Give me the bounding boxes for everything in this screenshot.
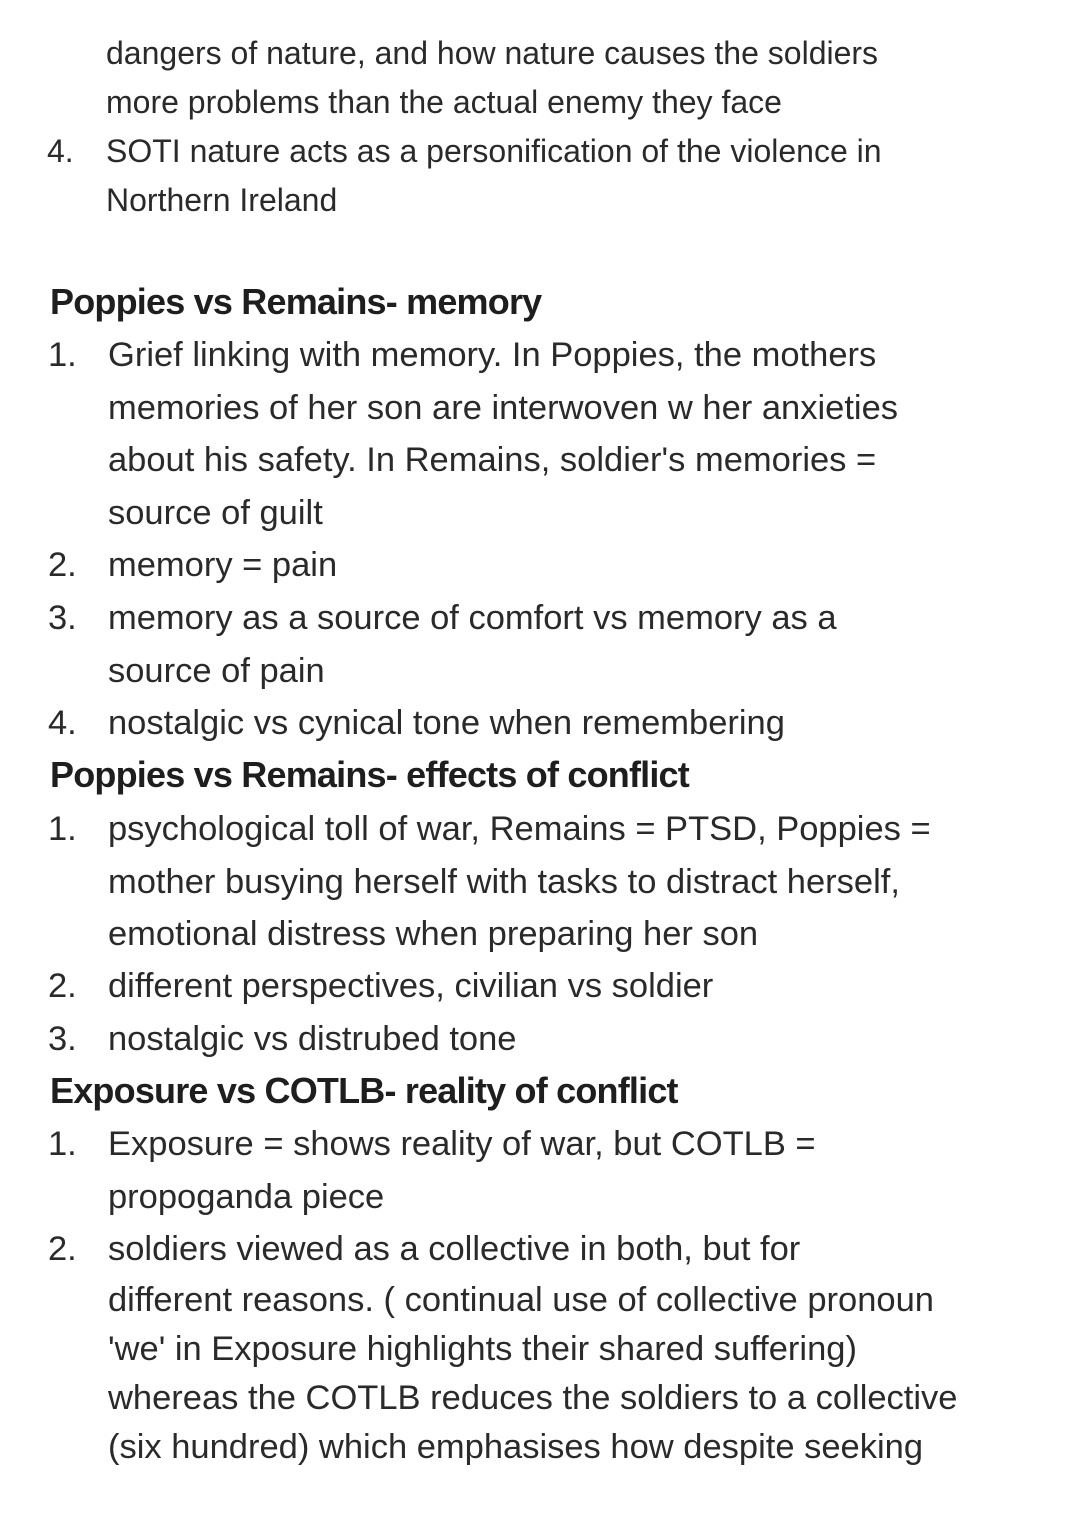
list-number: 2. xyxy=(48,967,77,1005)
list-item-line: Grief linking with memory. In Poppies, the mothers xyxy=(108,336,877,374)
list-number: 3. xyxy=(48,1020,77,1058)
list-item-line: soldiers viewed as a collective in both, but for xyxy=(108,1230,801,1268)
list-item-line: source of pain xyxy=(108,651,325,690)
list-number: 1. xyxy=(48,336,77,374)
list-item xyxy=(48,539,338,592)
list-item xyxy=(48,697,785,750)
list-item-line: SOTI nature acts as a personification of the violence in xyxy=(106,133,882,169)
list-number: 1. xyxy=(48,810,77,848)
list-number: 2. xyxy=(48,1230,77,1268)
list-item-line: source of guilt xyxy=(108,493,323,532)
list-item xyxy=(48,1118,816,1223)
list-item xyxy=(106,29,878,127)
list-item-line: memories of her son are interwoven w her anxieties xyxy=(108,388,899,427)
list-item-line: memory as a source of comfort vs memory as a xyxy=(108,599,837,637)
list-item-line: nostalgic vs distrubed tone xyxy=(108,1020,517,1058)
list-item-line: nostalgic vs cynical tone when remembering xyxy=(108,704,785,742)
list-item-line: different perspectives, civilian vs soldier xyxy=(108,967,714,1005)
list-item-line: whereas the COTLB reduces the soldiers to a collective xyxy=(108,1378,958,1417)
list-number: 4. xyxy=(48,704,77,742)
list-item-line: (six hundred) which emphasises how despite seeking xyxy=(108,1427,924,1466)
list-item-line: dangers of nature, and how nature causes the soldiers xyxy=(106,35,879,71)
list-item-line: psychological toll of war, Remains = PTSD, Poppies = xyxy=(108,810,931,848)
section-heading: Poppies vs Remains- memory xyxy=(50,281,542,322)
list-item-line: Exposure = shows reality of war, but COTLB = xyxy=(108,1125,816,1163)
list-item xyxy=(48,960,714,1013)
list-item xyxy=(48,803,931,961)
list-item xyxy=(48,329,899,539)
list-item-line: propoganda piece xyxy=(108,1177,385,1216)
list-number: 3. xyxy=(48,599,77,637)
list-item-line: Northern Ireland xyxy=(106,182,338,218)
list-number: 4. xyxy=(47,133,74,169)
list-item-line: about his safety. In Remains, soldier's memories = xyxy=(108,441,877,479)
list-item-line: memory = pain xyxy=(108,546,338,584)
list-item-line: emotional distress when preparing her son xyxy=(108,915,759,953)
list-item-line: more problems than the actual enemy they face xyxy=(106,84,782,120)
section-heading: Poppies vs Remains- effects of conflict xyxy=(50,754,689,795)
list-item-line: 'we' in Exposure highlights their shared suffering) xyxy=(108,1329,857,1368)
list-item-line: mother busying herself with tasks to distract herself, xyxy=(108,862,900,901)
list-item xyxy=(48,1223,958,1472)
list-item-line: different reasons. ( continual use of collective pronoun xyxy=(108,1280,934,1319)
list-item xyxy=(48,1013,517,1066)
list-number: 1. xyxy=(48,1125,77,1163)
list-item xyxy=(47,127,882,225)
list-item xyxy=(48,592,837,697)
list-number: 2. xyxy=(48,546,77,584)
section-heading: Exposure vs COTLB- reality of conflict xyxy=(50,1070,678,1111)
